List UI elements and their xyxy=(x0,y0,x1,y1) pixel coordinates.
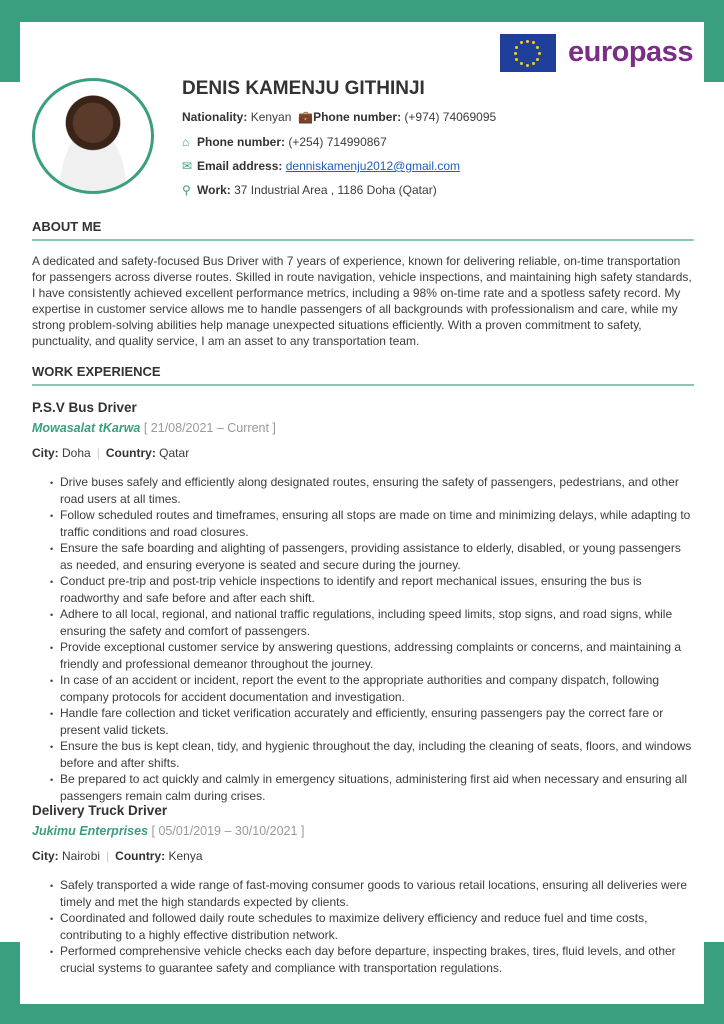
profile-photo xyxy=(32,78,154,194)
bullet: • Safely transported a wide range of fast-moving consumer goods to various retail locations, ensuring all deliveries were timely and met the high standards expected by clients. xyxy=(50,877,692,910)
job-title: Delivery Truck Driver xyxy=(32,803,168,818)
job-dates: [ 21/08/2021 – Current ] xyxy=(143,421,276,435)
bullet: • Conduct pre-trip and post-trip vehicle inspections to identify and report mechanical issues, ensuring the bus is roadworthy and safe before and after each shift. xyxy=(50,573,692,606)
home-phone-value: (+254) 714990867 xyxy=(288,135,387,149)
envelope-icon: ✉ xyxy=(182,159,193,173)
info-line-2 xyxy=(182,135,387,149)
about-heading: ABOUT ME xyxy=(32,219,694,241)
info-line-4 xyxy=(182,183,437,197)
city-label: City: xyxy=(32,849,59,863)
work-phone-label: Phone number: xyxy=(313,110,402,124)
divider: | xyxy=(96,446,100,460)
job-bullets xyxy=(50,474,692,804)
bullet: • Be prepared to act quickly and calmly in emergency situations, administering first aid when necessary and ensuring all passengers remain calm during crises. xyxy=(50,771,692,804)
job-dates: [ 05/01/2019 – 30/10/2021 ] xyxy=(151,824,305,838)
europass-logo: europass xyxy=(568,36,693,68)
employer: Mowasalat tKarwa xyxy=(32,421,141,435)
location-line xyxy=(32,849,203,863)
bullet: • Drive buses safely and efficiently along designated routes, ensuring the safety of passengers, pedestrians, and other road users at all times. xyxy=(50,474,692,507)
job-bullets xyxy=(50,877,692,976)
home-icon: ⌂ xyxy=(182,135,190,149)
location-pin-icon: ⚲ xyxy=(182,183,191,197)
candidate-name: DENIS KAMENJU GITHINJI xyxy=(182,78,425,99)
city: Nairobi xyxy=(62,849,101,863)
country: Kenya xyxy=(168,849,203,863)
work-heading: WORK EXPERIENCE xyxy=(32,364,694,386)
star-icon xyxy=(536,46,539,49)
star-icon xyxy=(526,64,529,67)
star-icon xyxy=(515,46,518,49)
star-icon xyxy=(520,41,523,44)
employer: Jukimu Enterprises xyxy=(32,824,149,838)
job-title: P.S.V Bus Driver xyxy=(32,400,137,415)
info-line-1 xyxy=(182,110,496,124)
bullet: • In case of an accident or incident, report the event to the appropriate authorities and company dispatch, following company protocols for accident documentation and investigation. xyxy=(50,672,692,705)
home-phone-label: Phone number: xyxy=(197,135,286,149)
bullet: • Adhere to all local, regional, and national traffic regulations, including speed limits, stop signs, and road signs, while ensuring the safety and comfort of passengers. xyxy=(50,606,692,639)
star-icon xyxy=(526,40,529,43)
bullet: • Handle fare collection and ticket verification accurately and efficiently, ensuring passengers pay the correct fare or present valid tickets. xyxy=(50,705,692,738)
country-label: Country: xyxy=(115,849,166,863)
star-icon xyxy=(536,58,539,61)
work-label: Work: xyxy=(197,183,231,197)
star-icon xyxy=(514,52,517,55)
bullet: • Ensure the safe boarding and alighting of passengers, providing assistance to elderly, disabled, or young passengers as needed, and ensuring everyone is seated and secure during the journey. xyxy=(50,540,692,573)
star-icon xyxy=(520,62,523,65)
email-link[interactable]: denniskamenju2012@gmail.com xyxy=(285,159,460,173)
employer-line xyxy=(32,421,276,435)
work-address: 37 Industrial Area , 1186 Doha (Qatar) xyxy=(234,183,437,197)
star-icon xyxy=(515,58,518,61)
employer-line xyxy=(32,824,304,838)
eu-flag-icon xyxy=(500,34,556,72)
divider: | xyxy=(106,849,110,863)
bullet: • Provide exceptional customer service by answering questions, addressing complaints or concerns, and maintaining a friendly and professional demeanor throughout the journey. xyxy=(50,639,692,672)
star-icon xyxy=(538,52,541,55)
work-phone-value: (+974) 74069095 xyxy=(404,110,497,124)
email-label: Email address: xyxy=(197,159,283,173)
star-icon xyxy=(532,62,535,65)
bullet: • Coordinated and followed daily route schedules to maximize delivery efficiency and reduce fuel and time costs, contributing to a highly effective distribution network. xyxy=(50,910,692,943)
city: Doha xyxy=(62,446,91,460)
location-line xyxy=(32,446,189,460)
bullet: • Performed comprehensive vehicle checks each day before departure, inspecting brakes, tires, fluid levels, and other crucial systems to guarantee safety and compliance with transportation regulations. xyxy=(50,943,692,976)
bullet: • Ensure the bus is kept clean, tidy, and hygienic throughout the day, including the cleaning of seats, floors, and windows before and after shifts. xyxy=(50,738,692,771)
info-line-3 xyxy=(182,159,460,173)
briefcase-icon: 💼 xyxy=(298,110,314,124)
country-label: Country: xyxy=(105,446,156,460)
star-icon xyxy=(532,41,535,44)
city-label: City: xyxy=(32,446,59,460)
bullet: • Follow scheduled routes and timeframes, ensuring all stops are made on time and minimizing delays, while adapting to traffic conditions and road closures. xyxy=(50,507,692,540)
country: Qatar xyxy=(159,446,190,460)
about-text: A dedicated and safety-focused Bus Driver with 7 years of experience, known for delivering reliable, on-time transportation for passengers across diverse routes. Skilled in route navigation, vehicle inspections, and maintaining high safety standards, I have consistently achieved excellent performance metrics, including a 98% on-time rate and a spotless safety record. My expertise in customer service allows me to handle passengers of all backgrounds with professionalism and care, while my strong problem-solving abilities help manage unexpected situations efficiently. With a proven commitment to safety, punctuality, and quality service, I am an asset to any transportation team. xyxy=(32,254,692,348)
nationality-value: Kenyan xyxy=(250,110,292,124)
nationality-label: Nationality: xyxy=(182,110,248,124)
